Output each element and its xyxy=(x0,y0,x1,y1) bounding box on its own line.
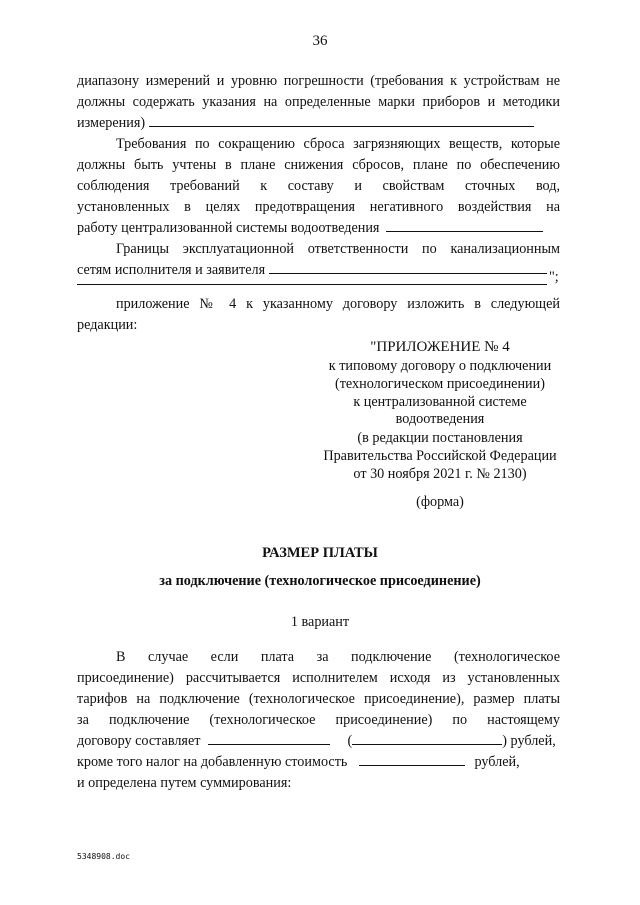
amount-blank xyxy=(208,731,330,745)
para5-line2: присоединение) рассчитывается исполнителем исходя из установленных xyxy=(77,670,560,686)
para5-line4: за подключение (технологическое присоединение) по настоящему xyxy=(77,712,560,728)
appendix-form: (форма) xyxy=(416,494,464,510)
appendix-title: "ПРИЛОЖЕНИЕ № 4 xyxy=(370,339,510,355)
para1-line3 xyxy=(77,113,560,133)
para5-line1: В случае если плата за подключение (технологическое xyxy=(116,649,560,665)
footer-filename: 5348908.doc xyxy=(77,852,130,861)
appendix-line8: от 30 ноября 2021 г. № 2130) xyxy=(353,466,527,482)
para3-line3-end: "; xyxy=(549,269,559,285)
appendix-line6: (в редакции постановления xyxy=(357,430,523,446)
para3-line1: Границы эксплуатационной ответственности по канализационным xyxy=(116,241,560,257)
page-number: 36 xyxy=(312,33,328,49)
para1-line3-text: измерения) xyxy=(77,115,146,131)
para2-line1: Требования по сокращению сброса загрязняющих веществ, которые xyxy=(116,136,560,152)
para5-line5-text: договору составляет xyxy=(77,733,201,749)
amount-words-blank xyxy=(352,731,502,745)
variant-label: 1 вариант xyxy=(290,614,350,630)
para2-line3: соблюдения требований к составу и свойствам сточных вод, xyxy=(77,178,560,194)
appendix-line2: к типовому договору о подключении xyxy=(328,358,552,374)
appendix-line7: Правительства Российской Федерации xyxy=(323,448,557,464)
para4-line1: приложение № 4 к указанному договору изложить в следующей xyxy=(116,296,560,312)
para5-line6-text: кроме того налог на добавленную стоимость xyxy=(77,754,348,770)
para5-open-paren: ( xyxy=(347,733,353,749)
para5-line5-end: ) рублей, xyxy=(502,733,556,749)
para5-line6-end: рублей, xyxy=(474,754,520,770)
para2-line4: установленных в целях предотвращения негативного воздействия на xyxy=(77,199,560,215)
para1-line2: должны содержать указания на определенные марки приборов и методики xyxy=(77,94,560,110)
blank-field xyxy=(386,218,543,232)
heading-subtitle: за подключение (технологическое присоединение) xyxy=(159,573,481,589)
blank-line-full xyxy=(77,270,547,285)
vat-blank xyxy=(359,752,465,766)
heading-title: РАЗМЕР ПЛАТЫ xyxy=(262,545,378,561)
para5-line7: и определена путем суммирования: xyxy=(77,775,292,791)
appendix-line3: (технологическом присоединении) xyxy=(335,376,545,392)
para2-line5 xyxy=(77,218,560,238)
appendix-line4: к централизованной системе xyxy=(353,394,527,410)
appendix-line5: водоотведения xyxy=(395,411,485,427)
blank-field xyxy=(149,113,534,127)
para2-line2: должны быть учтены в плане снижения сбросов, плане по обеспечению xyxy=(77,157,560,173)
para5-line5 xyxy=(77,731,560,751)
para4-line2: редакции: xyxy=(77,317,138,333)
para3-line2-text: сетям исполнителя и заявителя xyxy=(77,262,266,278)
para1-line1: диапазону измерений и уровню погрешности (требования к устройствам не xyxy=(77,73,560,89)
para2-line5-text: работу централизованной системы водоотведения xyxy=(77,220,380,236)
para5-line6 xyxy=(77,752,560,772)
para5-line3: тарифов на подключение (технологическое присоединение), размер платы xyxy=(77,691,560,707)
